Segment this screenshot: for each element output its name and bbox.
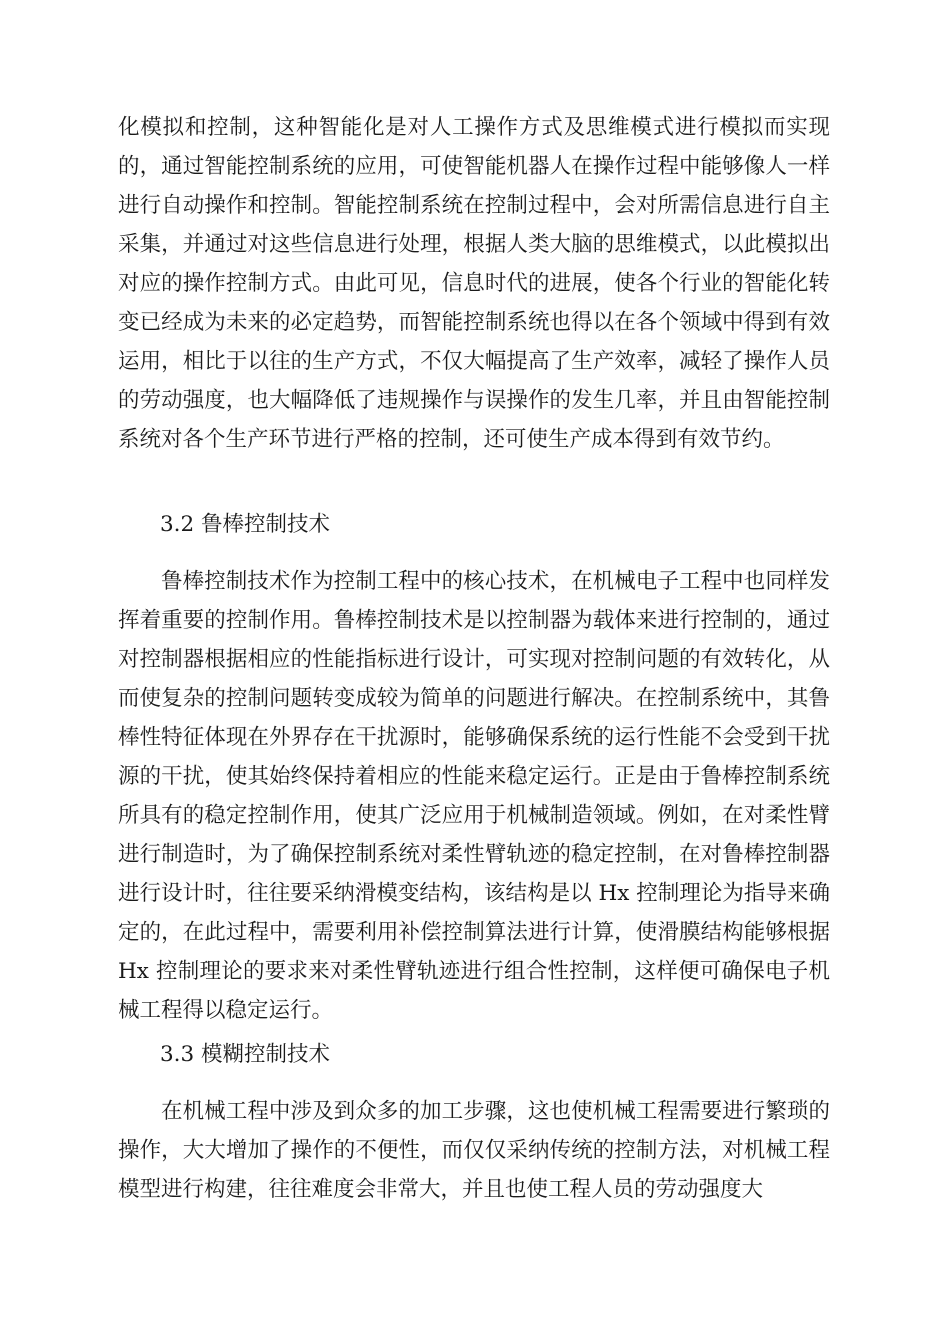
body-paragraph: 化模拟和控制，这种智能化是对人工操作方式及思维模式进行模拟而实现的，通过智能控制系统的应用，可使智能机器人在操作过程中能够像人一样进行自动操作和控制。智能控制系统在控制过程中，会对所需信息进行自主采集，并通过对这些信息进行处理，根据人类大脑的思维模式，以此模拟出对应的操作控制方式。由此可见，信息时代的进展，使各个行业的智能化转变已经成为未来的必定趋势，而智能控制系统也得以在各个领域中得到有效运用，相比于以往的生产方式，不仅大幅提高了生产效率，减轻了操作人员的劳动强度，也大幅降低了违规操作与误操作的发生几率，并且由智能控制系统对各个生产环节进行严格的控制，还可使生产成本得到有效节约。 — [118, 115, 830, 452]
section-heading: 3.3 模糊控制技术 — [160, 1042, 331, 1067]
section-heading: 3.2 鲁棒控制技术 — [160, 512, 331, 537]
body-paragraph: 鲁棒控制技术作为控制工程中的核心技术，在机械电子工程中也同样发挥着重要的控制作用。鲁棒控制技术是以控制器为载体来进行控制的，通过对控制器根据相应的性能指标进行设计，可实现对控制问题的有效转化，从而使复杂的控制问题转变成较为简单的问题进行解决。在控制系统中，其鲁棒性特征体现在外界存在干扰源时，能够确保系统的运行性能不会受到干扰源的干扰，使其始终保持着相应的性能来稳定运行。正是由于鲁棒控制系统所具有的稳定控制作用，使其广泛应用于机械制造领域。例如，在对柔性臂进行制造时，为了确保控制系统对柔性臂轨迹的稳定控制，在对鲁棒控制器进行设计时，往往要采纳滑模变结构，该结构是以 Hx 控制理论为指导来确定的，在此过程中，需要利用补偿控制算法进行计算，使滑膜结构能够根据 Hx 控制理论的要求来对柔性臂轨迹进行组合性控制，这样便可确保电子机械工程得以稳定运行。 — [118, 569, 830, 1023]
body-paragraph: 在机械工程中涉及到众多的加工步骤，这也使机械工程需要进行繁琐的操作，大大增加了操作的不便性，而仅仅采纳传统的控制方法，对机械工程模型进行构建，往往难度会非常大，并且也使工程人员的劳动强度大 — [118, 1099, 830, 1202]
